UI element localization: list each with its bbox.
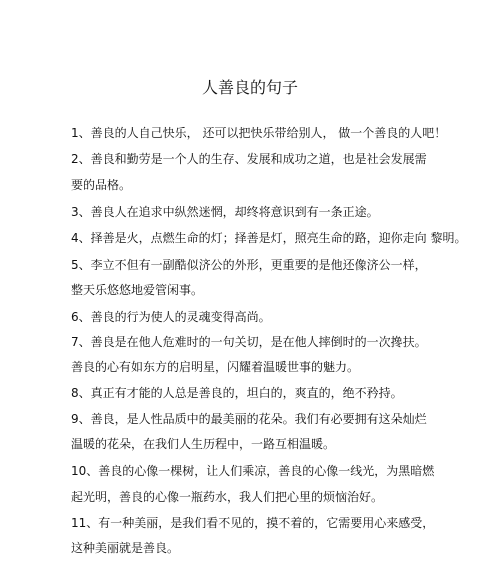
text-line: 3、善良人在追求中纵然迷惘，却终将意识到有一条正途。	[71, 205, 379, 219]
text-line: 起光明，善良的心像一瓶药水，我人们把心里的烦恼治好。	[71, 490, 384, 504]
text-line: 要的品格。	[71, 178, 132, 192]
text-line: 11、有一种美丽，是我们看不见的，摸不着的，它需要用心来感受，	[71, 516, 435, 530]
text-line: 善良的心有如东方的启明星，闪耀着温暖世事的魅力。	[71, 360, 360, 374]
text-line: 5、李立不但有一副酷似济公的外形，更重要的是他还像济公一样，	[71, 258, 427, 272]
text-line: 温暖的花朵，在我们人生历程中，一路互相温暖。	[71, 437, 336, 451]
text-line: 10、善良的心像一棵树，让人们乘凉，善良的心像一线光，为黑暗燃	[71, 464, 435, 478]
text-line: 6、善良的行为使人的灵魂变得高尚。	[71, 310, 271, 324]
text-line: 8、真正有才能的人总是善良的，坦白的，爽直的，绝不矜持。	[71, 386, 403, 400]
text-line: 整天乐悠悠地爱管闲事。	[71, 283, 204, 297]
text-line: 1、善良的人自己快乐， 还可以把快乐带给别人， 做一个善良的人吧！	[71, 126, 447, 140]
text-line: 4、择善是火，点燃生命的灯；择善是灯，照亮生命的路，迎你走向 黎明。	[71, 231, 467, 245]
text-line: 2、善良和勤劳是一个人的生存、发展和成功之道，也是社会发展需	[71, 152, 427, 166]
text-line: 7、善良是在他人危难时的一句关切，是在他人摔倒时的一次搀扶。	[71, 335, 427, 349]
text-line: 9、善良，是人性品质中的最美丽的花朵。我们有必要拥有这朵灿烂	[71, 412, 427, 426]
page-title: 人善良的句子	[201, 78, 298, 97]
text-line: 这种美丽就是善良。	[71, 541, 180, 555]
